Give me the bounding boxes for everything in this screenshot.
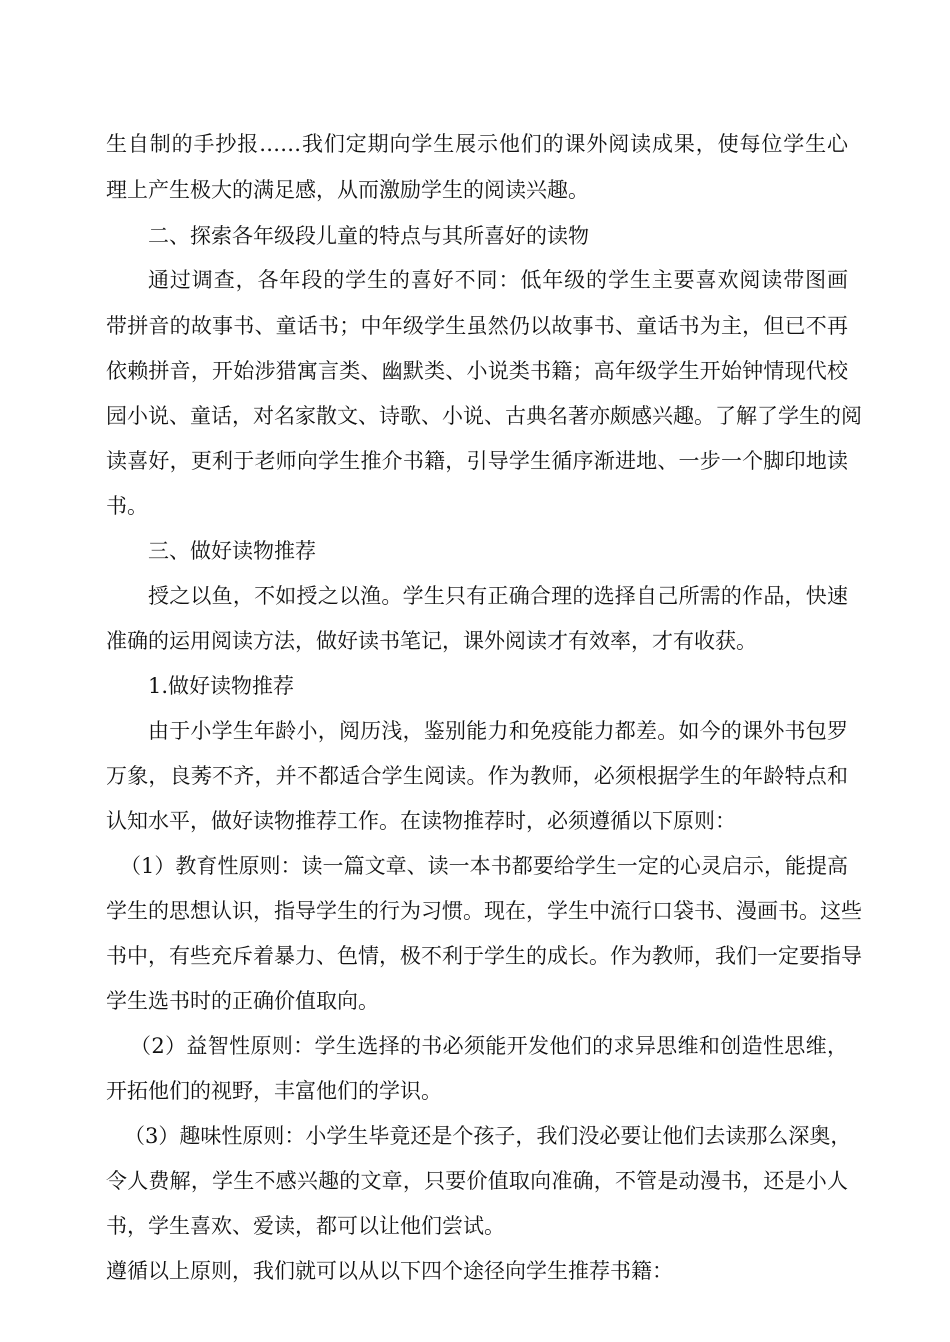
paragraph-line: 书中，有些充斥着暴力、色情，极不利于学生的成长。作为教师，我们一定要指导 <box>106 944 862 968</box>
paragraph-line: （1）教育性原则：读一篇文章、读一本书都要给学生一定的心灵启示，能提高 <box>120 854 848 878</box>
section-heading: 三、做好读物推荐 <box>148 539 316 563</box>
paragraph-line: （2）益智性原则：学生选择的书必须能开发他们的求异思维和创造性思维， <box>130 1034 848 1058</box>
paragraph-line: 认知水平，做好读物推荐工作。在读物推荐时，必须遵循以下原则： <box>106 809 736 833</box>
paragraph-line: 学生的思想认识，指导学生的行为习惯。现在，学生中流行口袋书、漫画书。这些 <box>106 899 862 923</box>
paragraph-line: 授之以鱼，不如授之以渔。学生只有正确合理的选择自己所需的作品，快速 <box>148 584 848 608</box>
paragraph-line: （3）趣味性原则：小学生毕竟还是个孩子，我们没必要让他们去读那么深奥， <box>124 1124 852 1148</box>
paragraph-line: 书，学生喜欢、爱读，都可以让他们尝试。 <box>106 1214 505 1238</box>
paragraph-line: 园小说、童话，对名家散文、诗歌、小说、古典名著亦颇感兴趣。了解了学生的阅 <box>106 404 862 428</box>
paragraph-line: 理上产生极大的满足感，从而激励学生的阅读兴趣。 <box>106 178 589 202</box>
paragraph-line: 生自制的手抄报……我们定期向学生展示他们的课外阅读成果，使每位学生心 <box>106 132 848 156</box>
paragraph-line: 带拼音的故事书、童话书；中年级学生虽然仍以故事书、童话书为主，但已不再 <box>106 314 848 338</box>
paragraph-line: 万象，良莠不齐，并不都适合学生阅读。作为教师，必须根据学生的年龄特点和 <box>106 764 848 788</box>
paragraph-line: 读喜好，更利于老师向学生推介书籍，引导学生循序渐进地、一步一个脚印地读 <box>106 449 848 473</box>
paragraph-line: 学生选书时的正确价值取向。 <box>106 989 379 1013</box>
paragraph-line: 开拓他们的视野，丰富他们的学识。 <box>106 1079 442 1103</box>
paragraph-line: 遵循以上原则，我们就可以从以下四个途径向学生推荐书籍： <box>106 1259 673 1283</box>
section-heading: 二、探索各年级段儿童的特点与其所喜好的读物 <box>148 224 589 248</box>
paragraph-line: 令人费解，学生不感兴趣的文章，只要价值取向准确，不管是动漫书，还是小人 <box>106 1169 848 1193</box>
subsection-heading: 1.做好读物推荐 <box>148 674 295 698</box>
paragraph-line: 由于小学生年龄小，阅历浅，鉴别能力和免疫能力都差。如今的课外书包罗 <box>148 719 848 743</box>
paragraph-line: 通过调查，各年段的学生的喜好不同：低年级的学生主要喜欢阅读带图画 <box>148 268 848 292</box>
paragraph-line: 准确的运用阅读方法，做好读书笔记，课外阅读才有效率，才有收获。 <box>106 629 757 653</box>
paragraph-line: 书。 <box>106 494 148 518</box>
paragraph-line: 依赖拼音，开始涉猎寓言类、幽默类、小说类书籍；高年级学生开始钟情现代校 <box>106 359 848 383</box>
